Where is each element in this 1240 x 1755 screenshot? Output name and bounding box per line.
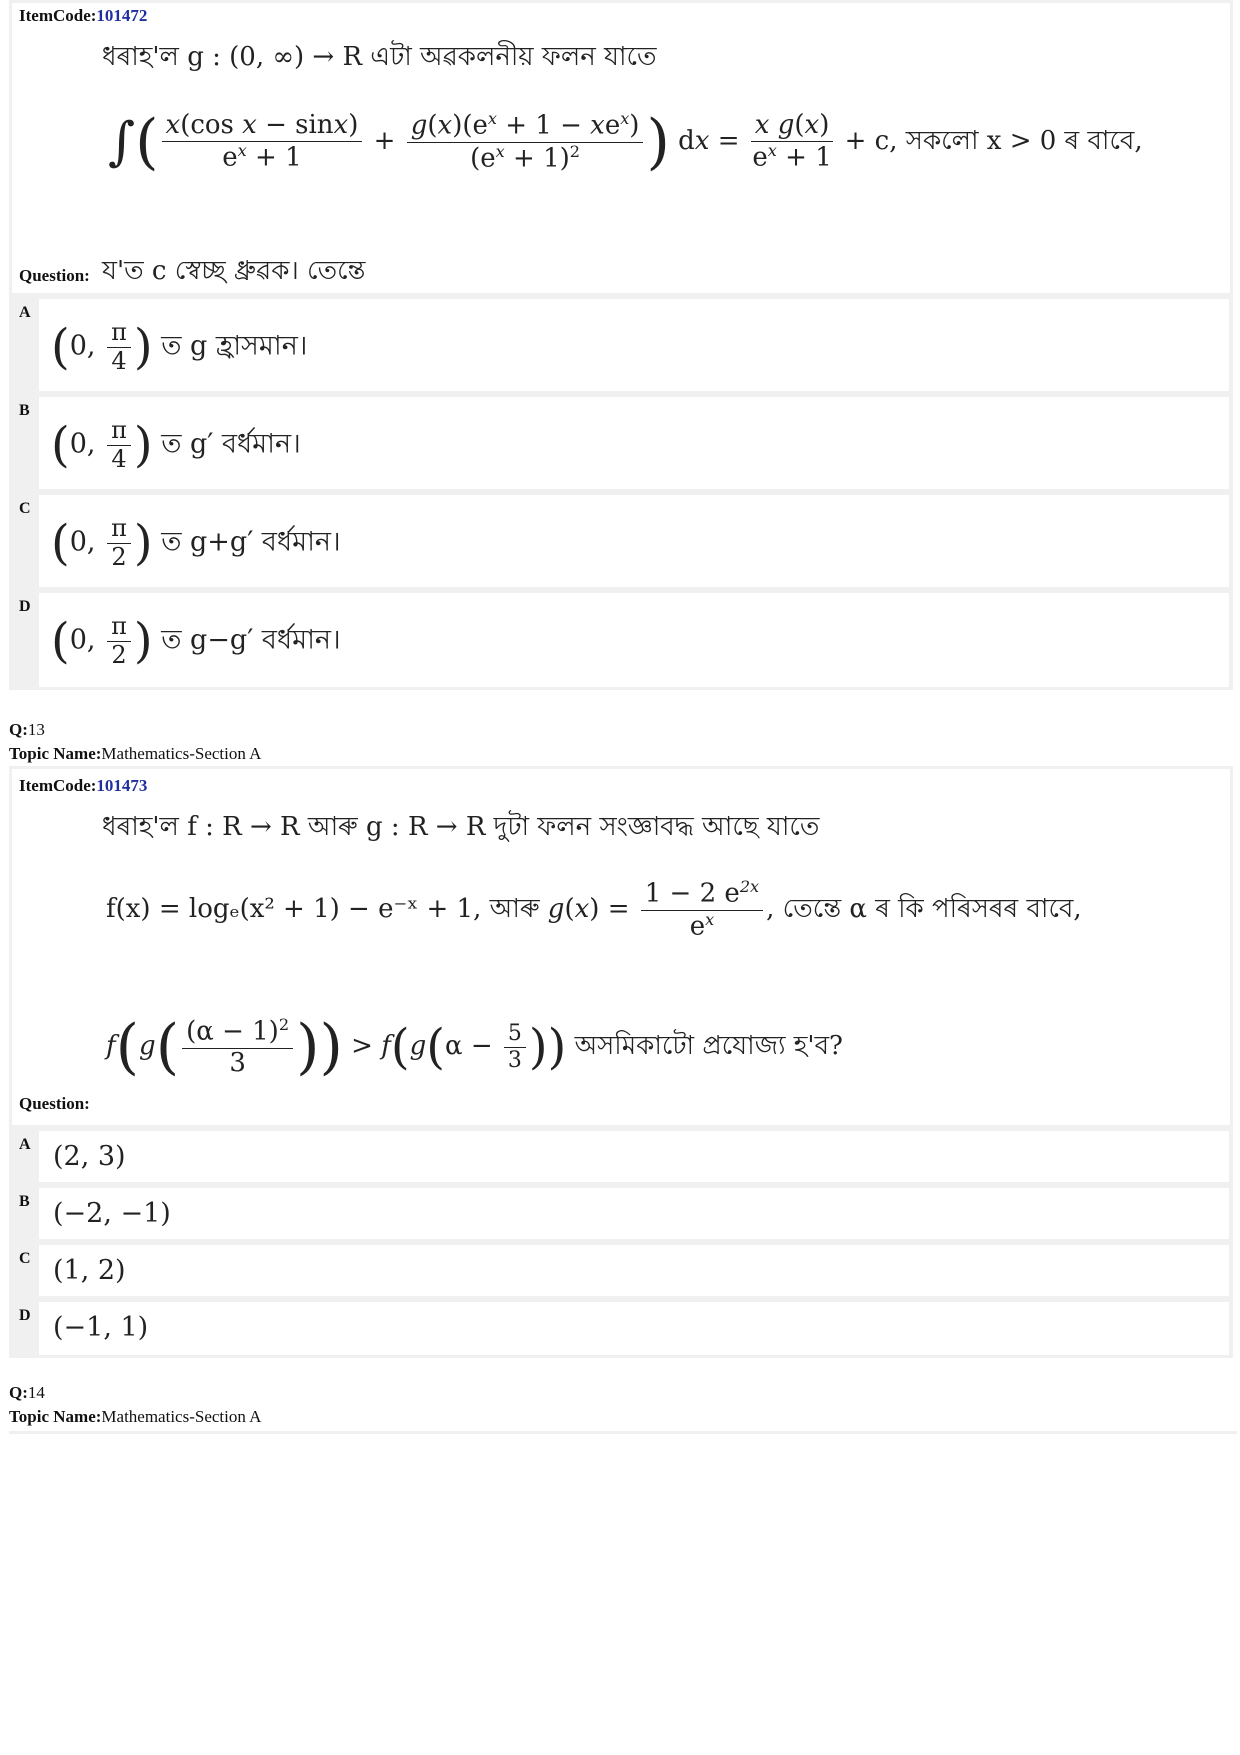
q14-number: Q:14 [9, 1383, 45, 1402]
q13-option-c-letter: C [19, 1250, 31, 1267]
q12-option-c-letter: C [19, 500, 31, 517]
q13-function-definitions: f(x) = logₑ(x² + 1) − e⁻ˣ + 1, আৰু g(x) = $\frac{1 - 2 e^{2x}}{e^x}$ , তেন্তে α ৰ কি পৰিসৰৰ বাবে, [106, 877, 1082, 942]
q13-intro: ধৰাহ'ল f : R → R আৰু g : R → R দুটা ফলন সংজ্ঞাবদ্ধ আছে যাতে [102, 812, 820, 842]
q12-option-a-letter: A [19, 304, 31, 321]
q13-item-code: ItemCode:101473 [19, 776, 148, 795]
q13-option-c[interactable] [9, 1242, 1233, 1299]
q13-inequality: f(g( $\frac{(\alpha - 1)^2}{3}$ )) > f(g(α − $\frac{5}{3}$ )) অসমিকাটো প্ৰযোজ্য হ'ব? [106, 1012, 843, 1083]
q12-option-b-letter: B [19, 402, 30, 419]
q14-topic: Topic Name:Mathematics-Section A [9, 1407, 262, 1426]
q13-number: Q:13 [9, 720, 45, 739]
q13-range-text: , তেন্তে α ৰ কি পৰিসৰৰ বাবে, [766, 894, 1082, 925]
q13-option-a-letter: A [19, 1136, 31, 1153]
q13-item-code-value: 101473 [96, 776, 148, 795]
q12-option-d[interactable]: D (0, $\frac{\pi}{2}$ ) ত g−g′ বৰ্ধমান। [9, 590, 1233, 690]
q12-question-text: য'ত c স্বেচ্ছ ধ্ৰুৱক। তেন্তে [102, 256, 366, 286]
q12-item-code-value: 101472 [96, 6, 148, 25]
q14-divider [9, 1431, 1237, 1434]
q12-option-d-letter: D [19, 598, 31, 615]
q13-inequality-tail: অসমিকাটো প্ৰযোজ্য হ'ব? [574, 1031, 843, 1062]
q13-option-d-text: (−1, 1) [53, 1312, 149, 1343]
q12-option-a[interactable]: A (0, $\frac{\pi}{4}$ ) ত g হ্রাসমান। [9, 296, 1233, 394]
q12-item-code: ItemCode:101472 [19, 6, 148, 25]
q12-option-a-text: ত g হ্রাসমান। [161, 330, 308, 362]
q12-for-all-text: , সকলো x > 0 ৰ বাবে, [889, 126, 1143, 157]
q13-option-b-text: (−2, −1) [53, 1198, 171, 1229]
q12-option-b-text: ত g′ বৰ্ধমান। [161, 428, 301, 460]
q12-question-label: Question: [19, 266, 90, 285]
q13-option-d[interactable] [9, 1299, 1233, 1358]
q12-option-c-text: ত g+g′ বৰ্ধমান। [161, 526, 341, 558]
q12-option-d-text: ত g−g′ বৰ্ধমান। [161, 624, 341, 656]
q13-option-b[interactable] [9, 1185, 1233, 1242]
q13-f-definition: f(x) = logₑ(x² + 1) − e⁻ˣ + 1, আৰু [106, 894, 540, 925]
q13-option-b-letter: B [19, 1193, 30, 1210]
q13-question-label: Question: [19, 1094, 90, 1113]
q13-option-a[interactable] [9, 1128, 1233, 1185]
q12-option-b[interactable]: B (0, $\frac{\pi}{4}$ ) ত g′ বৰ্ধমান। [9, 394, 1233, 492]
q13-option-c-text: (1, 2) [53, 1255, 126, 1286]
q13-option-a-text: (2, 3) [53, 1141, 126, 1172]
q12-integral-equation: ∫( $\frac{\text{x(cos x − sinx)}}{e^x + 1}$ + $\frac{g(x)(e^x + 1 - xe^x)}{(e^x + 1)^2}$ ) dx = $\frac{\text{x g(x)}}{e^x + 1}$ + c, সকলো x > 0 ৰ বাবে, [108, 107, 1143, 178]
q13-option-d-letter: D [19, 1307, 31, 1324]
q12-intro: ধৰাহ'ল g : (0, ∞) → R এটা অৱকলনীয় ফলন যাতে [102, 42, 657, 72]
q13-topic: Topic Name:Mathematics-Section A [9, 744, 262, 763]
q12-option-c[interactable]: C (0, $\frac{\pi}{2}$ ) ত g+g′ বৰ্ধমান। [9, 492, 1233, 590]
